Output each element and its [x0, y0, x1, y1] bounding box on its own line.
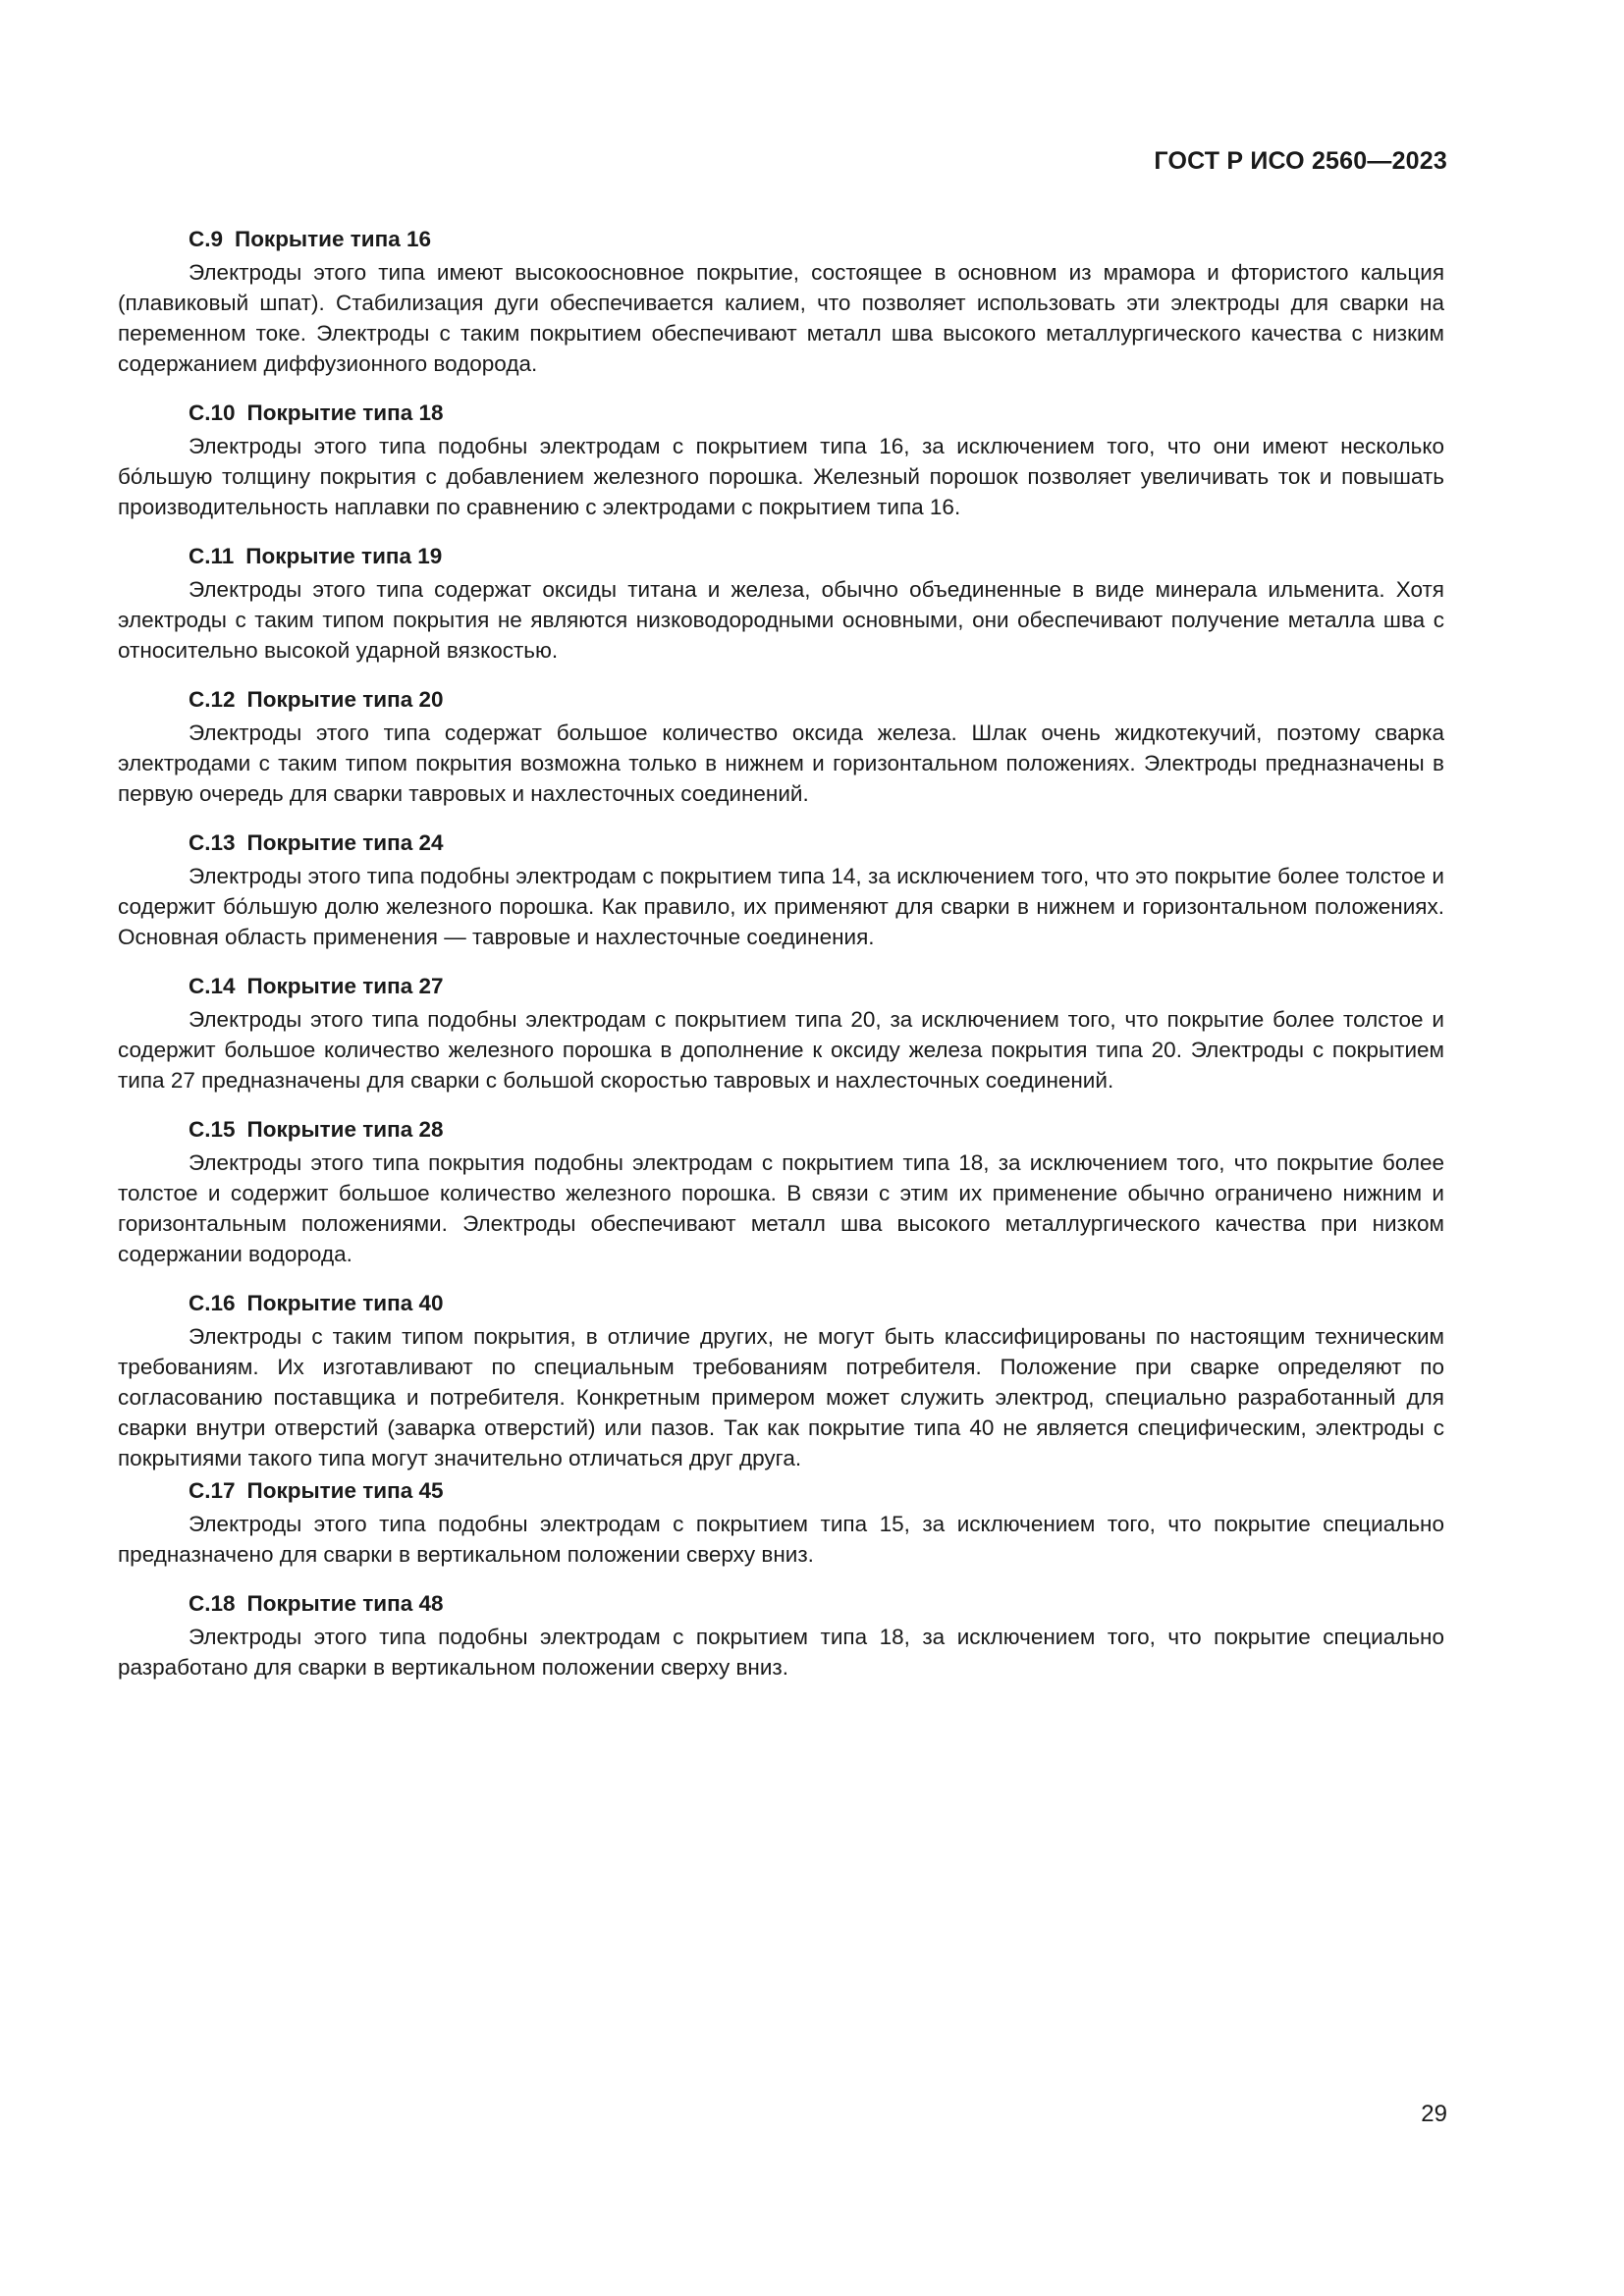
section-c14 — [118, 971, 1444, 1095]
section-heading: Покрытие типа 18 — [246, 400, 444, 425]
section-paragraph: Электроды с таким типом покрытия, в отличие других, не могут быть классифицированы по настоящим техническим требованиям. Их изготавливают по специальным требованиям потребителя. Положение при сварке определяют по согласованию поставщика и потребителя. Конкретным примером может служить электрод, специально разработанный для сварки внутри отверстий (заварка отверстий) или пазов. Так как покрытие типа 40 не является специфическим, электроды с покрытиями такого типа могут значительно отличаться друг друга. — [118, 1324, 1444, 1470]
section-c12 — [118, 684, 1444, 809]
section-heading: Покрытие типа 28 — [246, 1117, 444, 1142]
section-c13 — [118, 828, 1444, 952]
section-c18 — [118, 1588, 1444, 1682]
section-heading: Покрытие типа 16 — [235, 227, 431, 251]
section-title — [118, 684, 1444, 715]
section-paragraph: Электроды этого типа подобны электродам с покрытием типа 14, за исключением того, что это покрытие более толстое и содержит бо́льшую долю железного порошка. Как правило, их применяют для сварки в нижнем и горизонтальном положениях. Основная область применения — тавровые и нахлесточные соединения. — [118, 864, 1444, 949]
section-number: С.16 — [189, 1291, 236, 1315]
section-title — [118, 541, 1444, 571]
section-number: С.15 — [189, 1117, 236, 1142]
section-c16 — [118, 1288, 1444, 1473]
section-paragraph: Электроды этого типа подобны электродам с покрытием типа 16, за исключением того, что они имеют несколько бо́льшую толщину покрытия с добавлением железного порошка. Железный порошок позволяет увеличивать ток и повышать производительность наплавки по сравнению с электродами с покрытием типа 16. — [118, 434, 1444, 519]
section-title — [118, 398, 1444, 428]
section-number: С.18 — [189, 1591, 236, 1616]
section-number: С.11 — [189, 544, 235, 568]
section-paragraph: Электроды этого типа подобны электродам с покрытием типа 15, за исключением того, что покрытие специально предназначено для сварки в вертикальном положении сверху вниз. — [118, 1512, 1444, 1567]
section-title — [118, 1114, 1444, 1145]
section-paragraph: Электроды этого типа содержат большое количество оксида железа. Шлак очень жидкотекучий, поэтому сварка электродами с таким типом покрытия возможна только в нижнем и горизонтальном положениях. Электроды предназначены в первую очередь для сварки тавровых и нахлесточных соединений. — [118, 721, 1444, 806]
section-paragraph: Электроды этого типа подобны электродам с покрытием типа 20, за исключением того, что покрытие более толстое и содержит большое количество железного порошка в дополнение к оксиду железа покрытия типа 20. Электроды с покрытием типа 27 предназначены для сварки с большой скоростью тавровых и нахлесточных соединений. — [118, 1007, 1444, 1093]
section-paragraph: Электроды этого типа подобны электродам с покрытием типа 18, за исключением того, что покрытие специально разработано для сварки в вертикальном положении сверху вниз. — [118, 1625, 1444, 1680]
section-paragraph: Электроды этого типа содержат оксиды титана и железа, обычно объединенные в виде минерала ильменита. Хотя электроды с таким типом покрытия не являются низководородными основными, они обеспечивают получение металла шва с относительно высокой ударной вязкостью. — [118, 577, 1444, 663]
section-heading: Покрытие типа 48 — [246, 1591, 444, 1616]
section-heading: Покрытие типа 40 — [246, 1291, 444, 1315]
section-number: С.10 — [189, 400, 236, 425]
section-c15 — [118, 1114, 1444, 1269]
section-number: С.14 — [189, 974, 236, 998]
section-number: С.13 — [189, 830, 236, 855]
section-title — [118, 971, 1444, 1001]
section-c10 — [118, 398, 1444, 522]
document-header: ГОСТ Р ИСО 2560—2023 — [1154, 147, 1447, 175]
section-title — [118, 828, 1444, 858]
section-heading: Покрытие типа 24 — [246, 830, 444, 855]
section-c9 — [118, 224, 1444, 379]
section-heading: Покрытие типа 19 — [245, 544, 443, 568]
section-title — [118, 224, 1444, 254]
section-heading: Покрытие типа 27 — [246, 974, 444, 998]
section-number: С.17 — [189, 1478, 236, 1503]
section-title — [118, 1475, 1444, 1506]
section-number: С.12 — [189, 687, 236, 712]
section-paragraph: Электроды этого типа имеют высокоосновное покрытие, состоящее в основном из мрамора и фтористого кальция (плавиковый шпат). Стабилизация дуги обеспечивается калием, что позволяет использовать эти электроды для сварки на переменном токе. Электроды с таким покрытием обеспечивают металл шва высокого металлургического качества с низким содержанием диффузионного водорода. — [118, 260, 1444, 376]
section-number: С.9 — [189, 227, 224, 251]
section-heading: Покрытие типа 45 — [246, 1478, 444, 1503]
section-c17 — [118, 1475, 1444, 1570]
section-heading: Покрытие типа 20 — [246, 687, 444, 712]
section-c11 — [118, 541, 1444, 666]
section-paragraph: Электроды этого типа покрытия подобны электродам с покрытием типа 18, за исключением того, что покрытие более толстое и содержит большое количество железного порошка. В связи с этим их применение обычно ограничено нижним и горизонтальным положениями. Электроды обеспечивают металл шва высокого металлургического качества при низком содержании водорода. — [118, 1150, 1444, 1266]
page-number: 29 — [1421, 2101, 1447, 2127]
section-title — [118, 1288, 1444, 1318]
section-title — [118, 1588, 1444, 1619]
document-body — [118, 224, 1444, 1701]
